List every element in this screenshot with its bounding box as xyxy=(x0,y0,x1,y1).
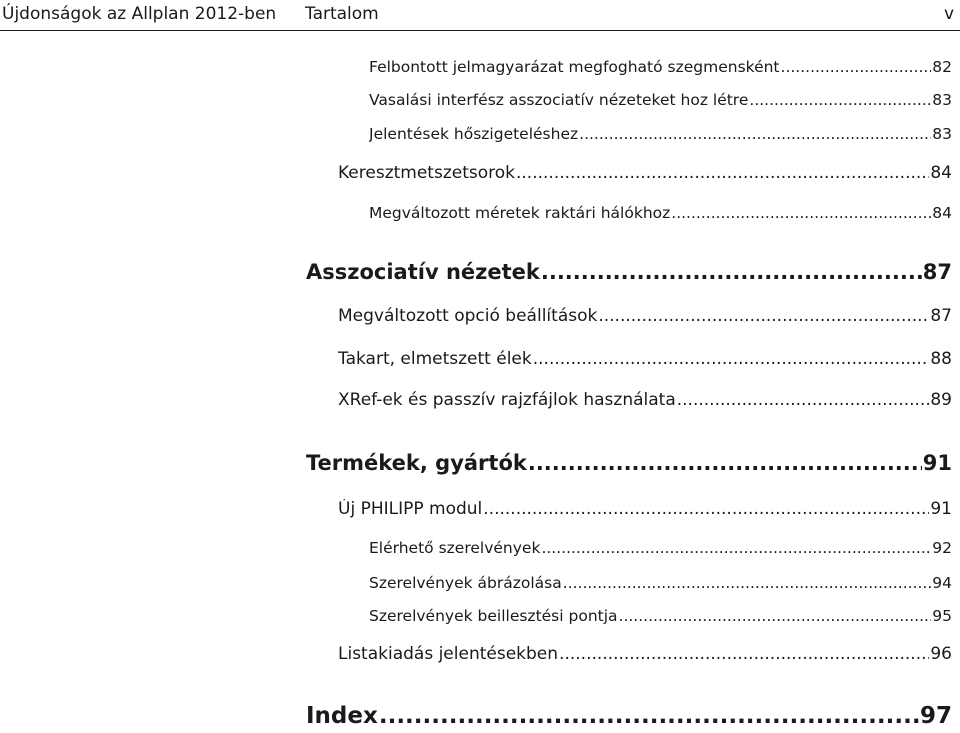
toc-entry-title: Keresztmetszetsorok xyxy=(338,163,515,183)
dot-leader xyxy=(579,125,931,143)
toc-entry-page: 95 xyxy=(932,607,952,625)
toc-entry-title: Szerelvények beillesztési pontja xyxy=(369,607,618,625)
toc-entry-page: 83 xyxy=(932,125,952,143)
toc-entry-page: 87 xyxy=(922,260,952,284)
toc-entry-page: 82 xyxy=(932,58,952,76)
toc-entry-page: 96 xyxy=(930,644,952,664)
dot-leader xyxy=(677,390,930,410)
dot-leader xyxy=(528,451,922,475)
toc-entry-title: Új PHILIPP modul xyxy=(338,499,483,519)
toc-entry-title: Felbontott jelmagyarázat megfogható szegmensként xyxy=(369,58,780,76)
toc-entry-page: 97 xyxy=(919,703,952,729)
toc-entry[interactable] xyxy=(338,499,952,519)
dot-leader xyxy=(483,499,929,519)
toc-entry-page: 83 xyxy=(932,91,952,109)
toc-entry[interactable] xyxy=(369,204,952,222)
toc-entry-title: Asszociatív nézetek xyxy=(306,260,540,284)
toc-entry-title: Listakiadás jelentésekben xyxy=(338,644,559,664)
dot-leader xyxy=(598,306,929,326)
toc-entry[interactable] xyxy=(369,607,952,625)
toc-entry[interactable] xyxy=(338,349,952,369)
toc-entry-page: 84 xyxy=(932,204,952,222)
toc-entry[interactable] xyxy=(338,644,952,664)
section-title: Tartalom xyxy=(305,4,379,24)
page-number: v xyxy=(943,4,954,24)
toc-entry[interactable] xyxy=(338,306,952,326)
dot-leader xyxy=(671,204,931,222)
toc-entry-title: Megváltozott méretek raktári hálókhoz xyxy=(369,204,671,222)
dot-leader xyxy=(541,260,922,284)
dot-leader xyxy=(559,644,929,664)
toc-entry-title: XRef-ek és passzív rajzfájlok használata xyxy=(338,390,676,410)
dot-leader xyxy=(619,607,932,625)
toc-entry-page: 84 xyxy=(930,163,952,183)
toc-entry-title: Takart, elmetszett élek xyxy=(338,349,532,369)
toc-entry-page: 89 xyxy=(930,390,952,410)
toc-entry-title: Termékek, gyártók xyxy=(306,451,527,475)
dot-leader xyxy=(541,539,931,557)
toc-entry[interactable] xyxy=(306,451,952,475)
dot-leader xyxy=(749,91,931,109)
toc-entry-page: 88 xyxy=(930,349,952,369)
dot-leader xyxy=(379,703,919,729)
toc-entry-title: Jelentések hőszigeteléshez xyxy=(369,125,579,143)
toc-entry[interactable] xyxy=(369,125,952,143)
toc-entry[interactable] xyxy=(369,91,952,109)
dot-leader xyxy=(563,574,932,592)
dot-leader xyxy=(533,349,930,369)
toc-entry-page: 91 xyxy=(922,451,952,475)
toc-entry-title: Megváltozott opció beállítások xyxy=(338,306,598,326)
toc-entry-page: 94 xyxy=(932,574,952,592)
toc-entry-page: 91 xyxy=(930,499,952,519)
toc-entry[interactable] xyxy=(338,390,952,410)
toc-entry[interactable] xyxy=(338,163,952,183)
toc-entry-title: Elérhető szerelvények xyxy=(369,539,541,557)
dot-leader xyxy=(516,163,929,183)
toc-entry-title: Szerelvények ábrázolása xyxy=(369,574,562,592)
toc-entry-title: Index xyxy=(306,703,378,729)
toc-entry-page: 87 xyxy=(930,306,952,326)
toc-entry[interactable] xyxy=(306,260,952,284)
toc-entry[interactable] xyxy=(369,574,952,592)
toc-entry-title: Vasalási interfész asszociatív nézeteket hoz létre xyxy=(369,91,749,109)
toc-entry-page: 92 xyxy=(932,539,952,557)
toc-entry[interactable] xyxy=(369,539,952,557)
document-title: Újdonságok az Allplan 2012-ben xyxy=(2,4,277,24)
dot-leader xyxy=(781,58,932,76)
toc-entry[interactable] xyxy=(306,703,952,729)
toc-entry[interactable] xyxy=(369,58,952,76)
